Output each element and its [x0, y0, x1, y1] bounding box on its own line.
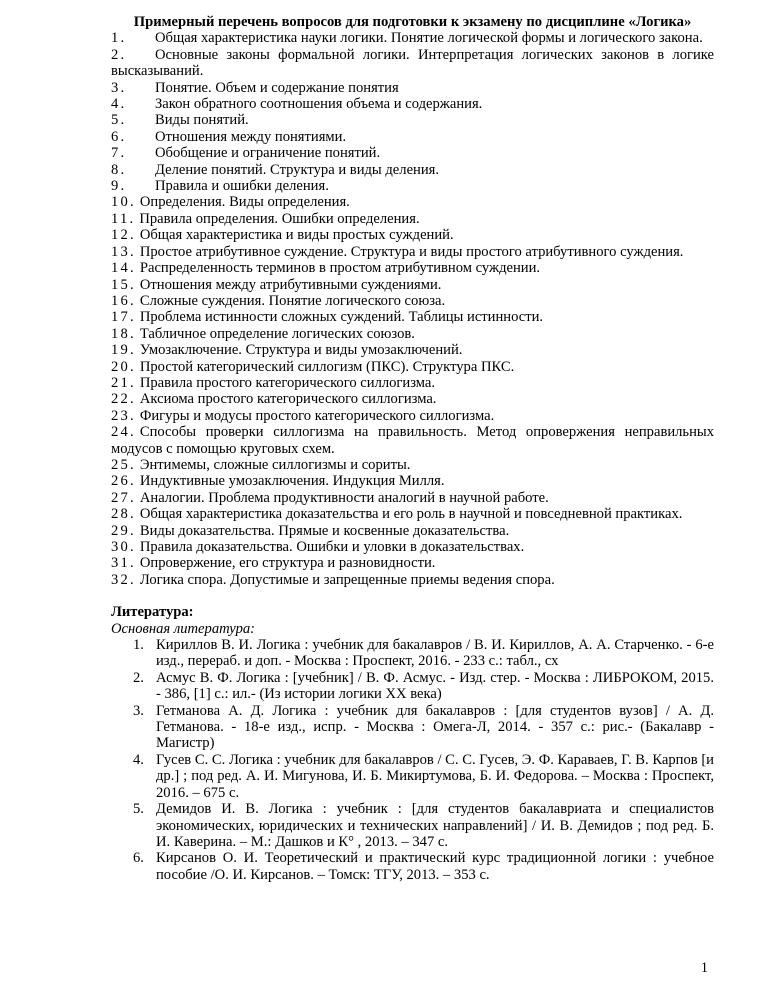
- question-item: [111, 457, 714, 473]
- question-item: [111, 277, 714, 293]
- question-item: [111, 326, 714, 342]
- literature-number: 3.: [133, 702, 144, 719]
- question-number: 18.: [111, 325, 136, 342]
- question-item: [111, 555, 714, 571]
- question-item: [111, 244, 714, 260]
- question-number: 25.: [111, 456, 136, 473]
- literature-list: [111, 637, 714, 883]
- question-number: 11.: [111, 210, 136, 227]
- question-number: 6.: [111, 128, 127, 145]
- question-item: [111, 194, 714, 210]
- question-item: [111, 506, 714, 522]
- literature-item: [111, 703, 714, 752]
- literature-number: 4.: [133, 751, 144, 768]
- question-number: 1.: [111, 30, 127, 47]
- question-text: Индуктивные умозаключения. Индукция Милля.: [139, 473, 445, 490]
- question-text: Определения. Виды определения.: [139, 194, 350, 211]
- question-number: 28.: [111, 506, 136, 523]
- question-item: [111, 342, 714, 358]
- question-number: 4.: [111, 96, 127, 113]
- literature-number: 6.: [133, 850, 144, 867]
- question-number: 20.: [111, 358, 136, 375]
- question-number: 24.: [111, 424, 136, 441]
- question-item: [111, 523, 714, 539]
- question-number: 32.: [111, 571, 136, 588]
- question-item: [111, 309, 714, 325]
- question-number: 2.: [111, 46, 127, 63]
- question-text: Аналогии. Проблема продуктивности аналогий в научной работе.: [139, 489, 549, 506]
- question-item: [111, 30, 714, 46]
- literature-number: 5.: [133, 801, 144, 818]
- question-number: 8.: [111, 161, 127, 178]
- question-text: Отношения между атрибутивными суждениями.: [139, 276, 442, 293]
- question-number: 26.: [111, 473, 136, 490]
- section-gap: [111, 588, 714, 604]
- question-text: Виды понятий.: [155, 112, 249, 129]
- literature-number: 1.: [133, 637, 144, 654]
- question-item: [111, 572, 714, 588]
- literature-item: [111, 850, 714, 883]
- question-item: [111, 211, 714, 227]
- question-item: [111, 260, 714, 276]
- question-number: 27.: [111, 489, 136, 506]
- question-number: 15.: [111, 276, 136, 293]
- question-number: 29.: [111, 522, 136, 539]
- question-text: Простой категорический силлогизм (ПКС). Структура ПКС.: [139, 358, 515, 375]
- question-item: [111, 473, 714, 489]
- question-item: [111, 227, 714, 243]
- literature-heading: Литература:: [111, 604, 194, 621]
- question-text: Общая характеристика и виды простых суждений.: [139, 227, 454, 244]
- question-text: Закон обратного соотношения объема и содержания.: [155, 96, 483, 113]
- question-text: Фигуры и модусы простого категорического силлогизма.: [139, 407, 495, 424]
- question-text: Общая характеристика науки логики. Понятие логической формы и логического закона.: [155, 30, 703, 47]
- question-item: [111, 129, 714, 145]
- literature-text: Асмус В. Ф. Логика : [учебник] / В. Ф. Асмус. - Изд. стер. - Москва : ЛИБРОКОМ, 2015. - 386, [1] с.: ил.- (Из истории логики XX века): [156, 669, 714, 703]
- question-text: Отношения между понятиями.: [155, 128, 347, 145]
- question-number: 12.: [111, 227, 136, 244]
- question-item: [111, 375, 714, 391]
- question-item: [111, 47, 714, 80]
- question-number: 30.: [111, 539, 136, 555]
- question-text: Понятие. Объем и содержание понятия: [155, 79, 399, 96]
- question-number: 10.: [111, 194, 136, 211]
- question-number: 13.: [111, 243, 136, 260]
- literature-text: Кириллов В. И. Логика : учебник для бакалавров / В. И. Кириллов, А. А. Старченко. - 6-е изд., перераб. и доп. - Москва : Проспект, 2016. - 233 с.: табл., сх: [156, 637, 714, 670]
- question-text: Правила и ошибки деления.: [155, 178, 329, 195]
- question-text: Энтимемы, сложные силлогизмы и сориты.: [139, 456, 411, 473]
- literature-text: Гусев С. С. Логика : учебник для бакалавров / С. С. Гусев, Э. Ф. Караваев, Г. В. Карпов [и др.] ; под ред. А. И. Мигунова, И. Б. Микиртумова, Б. И. Федорова. – Москва : Проспект, 2016. – 675 с.: [156, 751, 714, 801]
- question-number: 9.: [111, 178, 127, 195]
- question-item: [111, 112, 714, 128]
- question-number: 16.: [111, 292, 136, 309]
- question-text: Обобщение и ограничение понятий.: [155, 145, 381, 162]
- question-text: Умозаключение. Структура и виды умозаключений.: [139, 342, 463, 359]
- page-number: 1: [700, 960, 708, 976]
- questions-list: [111, 30, 714, 588]
- question-item: [111, 145, 714, 161]
- question-text: Табличное определение логических союзов.: [139, 325, 415, 342]
- question-text: Опровержение, его структура и разновидности.: [139, 555, 436, 572]
- question-number: 22.: [111, 391, 136, 408]
- question-text: Проблема истинности сложных суждений. Таблицы истинности.: [139, 309, 544, 326]
- question-item: [111, 96, 714, 112]
- literature-subheading: Основная литература:: [111, 620, 256, 637]
- literature-item: [111, 637, 714, 670]
- question-text: Сложные суждения. Понятие логического союза.: [139, 292, 446, 309]
- question-number: 14.: [111, 260, 136, 277]
- literature-item: [111, 670, 714, 703]
- question-text: Основные законы формальной логики. Интерпретация логических законов в логике высказываний.: [111, 46, 714, 80]
- question-item: [111, 359, 714, 375]
- question-number: 3.: [111, 79, 127, 96]
- literature-item: [111, 752, 714, 801]
- question-text: Распределенность терминов в простом атрибутивном суждении.: [139, 260, 541, 277]
- document-page: [111, 14, 714, 883]
- question-text: Логика спора. Допустимые и запрещенные приемы ведения спора.: [139, 571, 555, 588]
- question-item: [111, 424, 714, 457]
- question-number: 5.: [111, 112, 127, 129]
- literature-item: [111, 801, 714, 850]
- question-item: [111, 408, 714, 424]
- question-text: Виды доказательства. Прямые и косвенные доказательства.: [139, 522, 510, 539]
- question-text: Деление понятий. Структура и виды деления.: [155, 161, 440, 178]
- question-number: 31.: [111, 555, 136, 572]
- question-text: Правила доказательства. Ошибки и уловки в доказательствах.: [139, 539, 525, 555]
- question-text: Правила простого категорического силлогизма.: [139, 374, 436, 391]
- question-item: [111, 162, 714, 178]
- literature-number: 2.: [133, 669, 144, 686]
- question-text: Способы проверки силлогизма на правильность. Метод опровержения неправильных модусов с помощью круговых схем.: [111, 424, 714, 457]
- question-text: Правила определения. Ошибки определения.: [139, 210, 420, 227]
- question-text: Аксиома простого категорического силлогизма.: [139, 391, 437, 408]
- question-item: [111, 391, 714, 407]
- literature-text: Гетманова А. Д. Логика : учебник для бакалавров : [для студентов вузов] / А. Д. Гетманова. - 18-е изд., испр. - Москва : Омега-Л, 2014. - 357 с.: рис.- (Бакалавр - Магистр): [156, 702, 714, 752]
- question-number: 17.: [111, 309, 136, 326]
- question-item: [111, 293, 714, 309]
- literature-text: Демидов И. В. Логика : учебник : [для студентов бакалавриата и специалистов экономических, юридических и технических направлений] / И. В. Демидов ; под ред. Б. И. Каверина. – М.: Дашков и К° , 2013. – 347 с.: [156, 801, 714, 850]
- document-title: Примерный перечень вопросов для подготовки к экзамену по дисциплине «Логика»: [133, 14, 692, 30]
- literature-text: Кирсанов О. И. Теоретический и практический курс традиционной логики : учебное пособие /О. И. Кирсанов. – Томск: ТГУ, 2013. – 353 с.: [156, 850, 714, 883]
- question-number: 19.: [111, 342, 136, 359]
- question-number: 21.: [111, 374, 136, 391]
- question-number: 23.: [111, 407, 136, 424]
- question-text: Простое атрибутивное суждение. Структура и виды простого атрибутивного суждения.: [139, 243, 684, 260]
- question-text: Общая характеристика доказательства и его роль в научной и повседневной практиках.: [139, 506, 683, 523]
- question-item: [111, 539, 714, 555]
- question-item: [111, 490, 714, 506]
- question-item: [111, 80, 714, 96]
- question-number: 7.: [111, 145, 127, 162]
- question-item: [111, 178, 714, 194]
